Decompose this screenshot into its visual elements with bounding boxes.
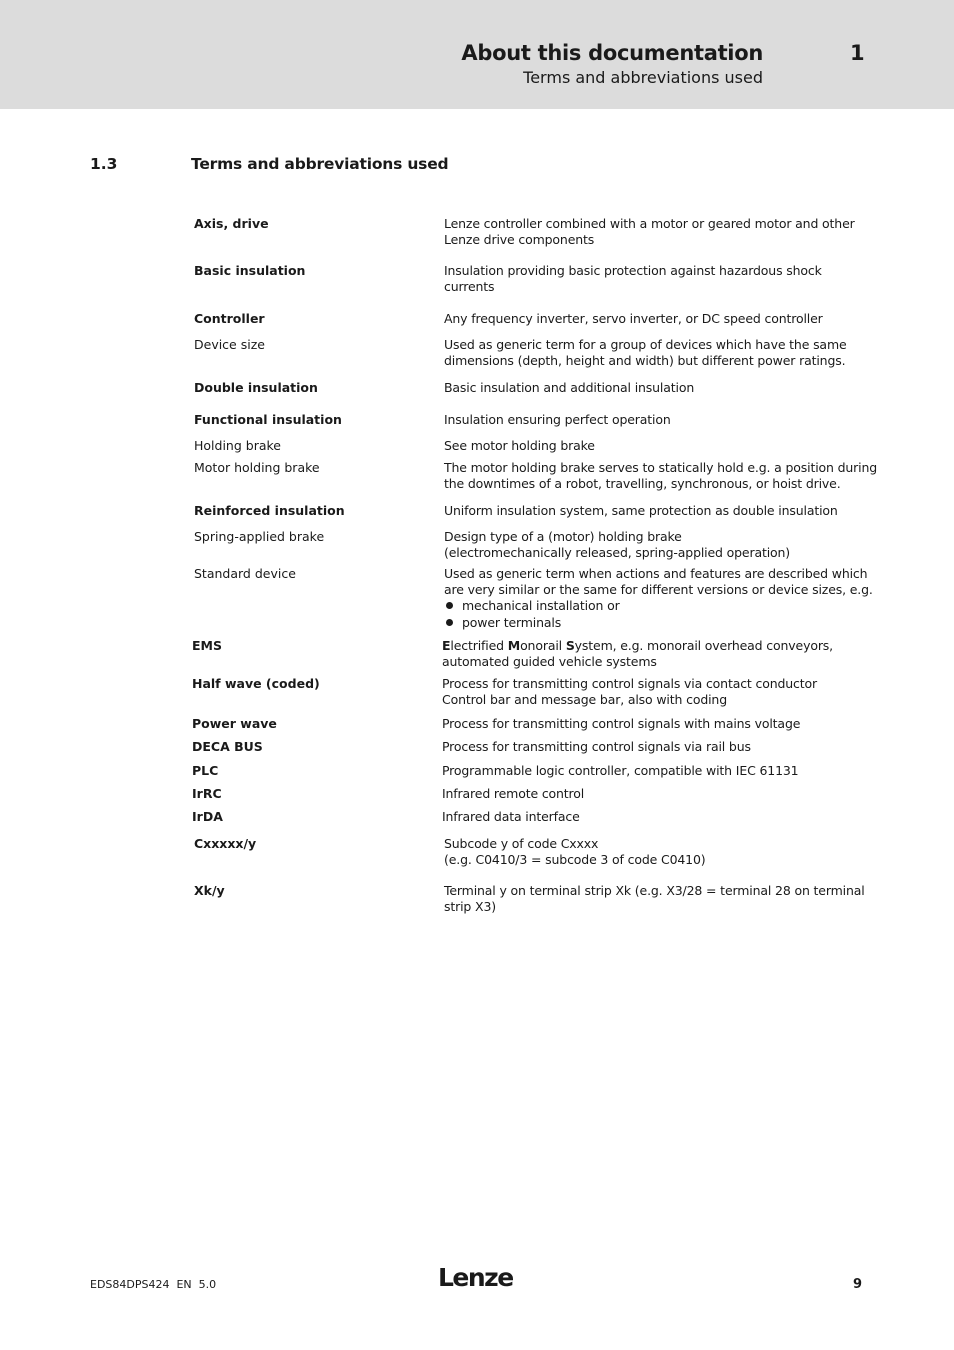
chapter-title: About this documentation — [461, 41, 763, 65]
term-definition — [442, 638, 862, 669]
term-definition — [442, 763, 862, 779]
lenze-logo: Lenze — [438, 1263, 513, 1292]
term-definition — [444, 503, 864, 519]
definition-line: The motor holding brake serves to statically hold e.g. a position during — [444, 460, 878, 475]
bullet-item: mechanical installation or — [444, 597, 864, 614]
definition-line: currents — [444, 278, 495, 294]
definition-line: Subcode y of code Cxxxx — [444, 836, 599, 851]
term-label: IrRC — [192, 786, 222, 801]
definition-line: Infrared remote control — [442, 786, 585, 801]
term-label: Motor holding brake — [194, 460, 320, 475]
term-label: IrDA — [192, 809, 223, 824]
term-definition — [444, 836, 864, 867]
term-label: Double insulation — [194, 380, 318, 395]
section-number: 1.3 — [90, 155, 118, 173]
definition-line: Used as generic term when actions and features are described which — [444, 566, 868, 581]
definition-line: Process for transmitting control signals with mains voltage — [442, 716, 801, 731]
term-label: EMS — [192, 638, 222, 653]
term-label: Spring-applied brake — [194, 529, 325, 544]
term-definition — [444, 216, 864, 247]
term-label: Basic insulation — [194, 263, 306, 278]
definition-line: (electromechanically released, spring-applied operation) — [444, 544, 791, 560]
definition-fragment: onorail — [520, 638, 566, 653]
term-label: PLC — [192, 763, 219, 778]
term-label: Standard device — [194, 566, 296, 581]
definition-line: Insulation ensuring perfect operation — [444, 412, 671, 427]
term-definition — [444, 380, 864, 396]
term-label: Controller — [194, 311, 265, 326]
definition-line: Process for transmitting control signals via rail bus — [442, 739, 751, 754]
term-definition — [444, 529, 864, 560]
bullet-list — [444, 597, 864, 631]
term-definition — [442, 676, 862, 707]
term-label: Half wave (coded) — [192, 676, 320, 691]
definition-line: Infrared data interface — [442, 809, 580, 824]
definition-line: Control bar and message bar, also with coding — [442, 691, 727, 707]
term-definition — [442, 786, 862, 802]
definition-line: are very similar or the same for different versions or device sizes, e.g. — [444, 581, 873, 597]
definition-line: Insulation providing basic protection against hazardous shock — [444, 263, 822, 278]
definition-line: dimensions (depth, height and width) but different power ratings. — [444, 352, 846, 368]
term-definition — [444, 460, 878, 491]
term-definition — [444, 438, 864, 454]
term-label: Cxxxxx/y — [194, 836, 257, 851]
definition-line: Process for transmitting control signals via contact conductor — [442, 676, 818, 691]
term-label: Reinforced insulation — [194, 503, 345, 518]
definition-line: Programmable logic controller, compatible with IEC 61131 — [442, 763, 799, 778]
chapter-subtitle: Terms and abbreviations used — [523, 68, 763, 87]
definition-line: strip X3) — [444, 898, 496, 914]
term-label: Power wave — [192, 716, 277, 731]
term-label: DECA BUS — [192, 739, 263, 754]
definition-line: Uniform insulation system, same protection as double insulation — [444, 503, 838, 518]
term-definition — [442, 739, 862, 755]
definition-line: Any frequency inverter, servo inverter, or DC speed controller — [444, 311, 823, 326]
definition-line — [442, 638, 862, 654]
term-definition — [444, 566, 873, 631]
emph-letter: M — [507, 638, 521, 653]
term-definition — [444, 311, 864, 327]
term-label: Holding brake — [194, 438, 281, 453]
definition-line: (e.g. C0410/3 = subcode 3 of code C0410) — [444, 851, 706, 867]
term-definition — [442, 716, 862, 732]
emph-letter: E — [442, 638, 451, 653]
definition-line: See motor holding brake — [444, 438, 595, 453]
term-definition — [444, 337, 864, 368]
term-label: Device size — [194, 337, 265, 352]
term-definition — [444, 412, 864, 428]
term-definition — [444, 883, 864, 914]
term-label: Xk/y — [194, 883, 225, 898]
term-label: Axis, drive — [194, 216, 269, 231]
page-number: 9 — [853, 1277, 863, 1292]
definition-fragment: ystem, e.g. monorail overhead conveyors, — [574, 638, 833, 653]
definition-line: Design type of a (motor) holding brake — [444, 529, 682, 544]
definition-line: Used as generic term for a group of devices which have the same — [444, 337, 847, 352]
definition-line: automated guided vehicle systems — [442, 653, 657, 669]
document-id: EDS84DPS424 EN 5.0 — [90, 1278, 217, 1291]
definition-fragment: lectrified — [450, 638, 508, 653]
bullet-item: power terminals — [444, 614, 864, 631]
definition-line: Lenze drive components — [444, 231, 595, 247]
chapter-number: 1 — [850, 41, 865, 65]
term-definition — [442, 809, 862, 825]
definition-line: Basic insulation and additional insulation — [444, 380, 695, 395]
term-label: Functional insulation — [194, 412, 342, 427]
definition-line: Lenze controller combined with a motor or geared motor and other — [444, 216, 855, 231]
section-title: Terms and abbreviations used — [191, 155, 449, 173]
term-definition — [444, 263, 864, 294]
emph-letter: S — [565, 638, 575, 653]
definition-line: Terminal y on terminal strip Xk (e.g. X3/28 = terminal 28 on terminal — [444, 883, 865, 898]
definition-line: the downtimes of a robot, travelling, synchronous, or hoist drive. — [444, 475, 841, 491]
